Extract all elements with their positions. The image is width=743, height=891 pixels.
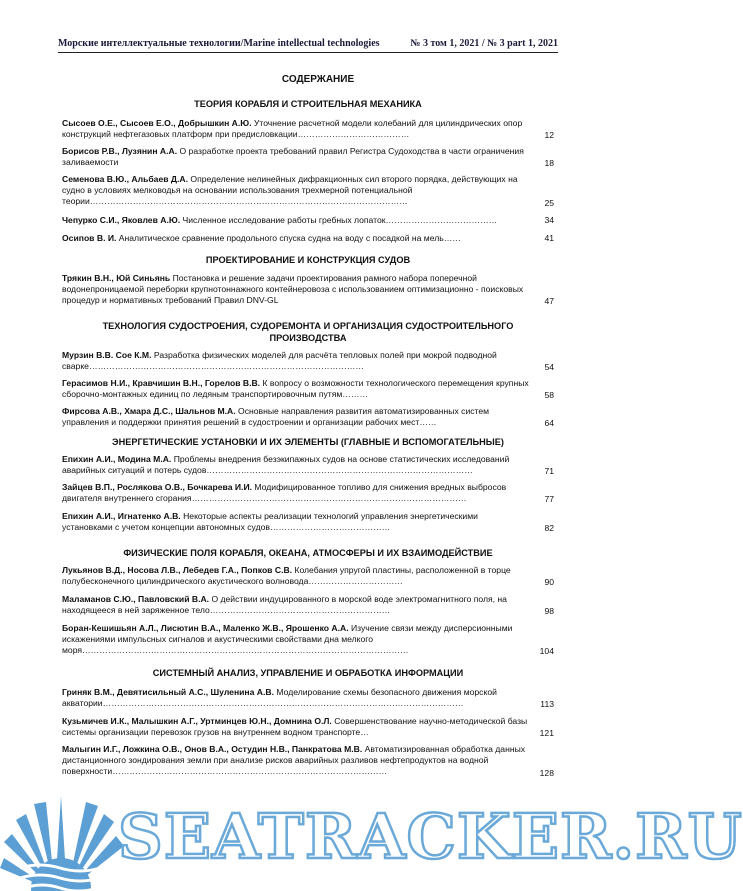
entry-page: 18 <box>544 158 554 168</box>
entry-authors: Маламанов С.Ю., Павловский В.А. <box>62 594 210 604</box>
toc-entry[interactable] <box>62 146 530 168</box>
entry-title: Определение нелинейных дифракционных сил второго порядка, действующих на судно в условиях мелководья на основании использования трехмерной потенциальной теории <box>62 174 518 207</box>
entry-title: О разработке проекта требований правил Регистра Судоходства в части ограничения заливаемости <box>62 146 524 168</box>
entry-authors: Малыгин И.Г., Ложкина О.В., Онов В.А., Остудин Н.В., Панкратова М.В. <box>62 744 363 754</box>
entry-authors: Фирсова А.В., Хмара Д.С., Шальнов М.А. <box>62 406 236 416</box>
entry-page: 104 <box>539 646 554 656</box>
entry-title: Модифицированное топливо для снижения вредных выбросов двигателя внутреннего сгорания <box>62 482 507 504</box>
toc-entry[interactable]: Епихин А.И., Модина М.А. Проблемы внедрения безэкипажных судов на основе статистических исследований аварийных ситуаций и потерь судов………………………………………………………………………………… <box>62 454 510 476</box>
toc-entry[interactable]: Лукьянов В.Д., Носова Л.В., Лебедев Г.А., Попков С.В. Колебания упругой пластины, расположенной в торце полубесконечного цилиндрического акустического волновода…………………………… <box>62 565 511 587</box>
entry-page: 98 <box>544 606 554 616</box>
entry-authors: Борисов Р.В., Лузянин А.А. <box>62 146 178 156</box>
toc-entry[interactable]: Кузьмичев И.К., Малышкин А.Г., Уртминцев Ю.Н., Домнина О.Л. Совершенствование научно-методической базы системы организации перевозок грузов на внутреннем водном транспорте… <box>62 716 528 738</box>
entry-page: 77 <box>544 494 554 504</box>
entry-authors: Сысоев О.Е., Сысоев Е.О., Добрышкин А.Ю. <box>62 118 252 128</box>
entry-title: Постановка и решение задачи проектирования рамного набора поперечной водонепроницаемой переборки крупнотоннажного контейнеровоза с использованием оптимизационно - поисковых процедур и нормативных требований Правил DNV-GL <box>62 273 524 306</box>
toc-entry[interactable]: Мурзин В.В. Сое К.М. Разработка физических моделей для расчёта тепловых полей при мокрой подводной сварке…………………………………………………………………………………… <box>62 350 497 372</box>
entry-title: Совершенствование научно-методической базы системы организации перевозок грузов на внутреннем водном транспорте <box>62 716 528 738</box>
section-heading: ТЕОРИЯ КОРАБЛЯ И СТРОИТЕЛЬНАЯ МЕХАНИКА <box>194 99 422 109</box>
watermark-text: SEATRACKER.RU <box>118 800 743 873</box>
entry-authors: Епихин А.И., Игнатенко А.В. <box>62 511 181 521</box>
toc-entry[interactable]: Чепурко С.И., Яковлев А.Ю. Численное исследование работы гребных лопаток………………………………… <box>62 215 498 225</box>
entry-title: Изучение связи между дисперсионными искажениями импульсных сигналов и акустическими свойствами дна мелкого моря <box>62 623 513 656</box>
entry-title: К вопросу о возможности технологического перемещения крупных сборочно-монтажных единиц по ледяным транспортировочным путям <box>62 378 529 400</box>
entry-page: 12 <box>544 130 554 140</box>
section-heading: СИСТЕМНЫЙ АНАЛИЗ, УПРАВЛЕНИЕ И ОБРАБОТКА ИНФОРМАЦИИ <box>152 668 464 678</box>
entry-title: Моделирование схемы безопасного движения морской акватории <box>62 687 497 709</box>
section-heading <box>58 320 558 344</box>
entry-authors: Зайцев В.П., Рослякова О.В., Бочкарева И.И. <box>62 482 253 492</box>
entry-page: 90 <box>544 577 554 587</box>
entry-title: Основные направления развития автоматизированных систем управления и поддержки принятия решений в судостроении и организации рабочих мест <box>62 406 490 428</box>
entry-page: 41 <box>544 233 554 243</box>
entry-page: 25 <box>544 198 554 208</box>
watermark <box>0 776 743 891</box>
entry-authors: Мурзин В.В. Сое К.М. <box>62 350 152 360</box>
entry-authors: Боран-Кешишьян А.Л., Лисютин В.А., Маленко Ж.В., Ярошенко А.А. <box>62 623 349 633</box>
entry-title: Некоторые аспекты реализации технологий управления энергетическими установками с учетом концепции автономных судов <box>62 511 478 533</box>
page-title: СОДЕРЖАНИЕ <box>281 74 355 85</box>
toc-entry[interactable]: Гриняк В.М., Девятисильный А.С., Шуленина А.В. Моделирование схемы безопасного движения морской акватории……………………………………………………………………………………………………………… <box>62 687 497 709</box>
entry-page: 128 <box>539 768 554 778</box>
toc-entry[interactable]: Епихин А.И., Игнатенко А.В. Некоторые аспекты реализации технологий управления энергетическими установками с учетом концепции автономных судов…………………………………… <box>62 511 478 533</box>
header-rule <box>58 52 558 53</box>
entry-title: Уточнение расчетной модели колебаний для цилиндрических опор конструкций нефтегазовых платформ при предисловкации <box>62 118 523 140</box>
toc-entry[interactable]: Сысоев О.Е., Сысоев Е.О., Добрышкин А.Ю. Уточнение расчетной модели колебаний для цилиндрических опор конструкций нефтегазовых платформ при предисловкации………………………………… <box>62 118 523 140</box>
entry-title: О действии индуцированного в морской воде электромагнитного поля, на находящееся в ней заряженное тело <box>62 594 507 616</box>
sun-rays-icon <box>0 776 130 891</box>
entry-title: Численное исследование работы гребных лопаток <box>182 215 386 225</box>
section-heading: ФИЗИЧЕСКИЕ ПОЛЯ КОРАБЛЯ, ОКЕАНА, АТМОСФЕРЫ И ИХ ВЗАИМОДЕЙСТВИЕ <box>123 548 493 558</box>
toc-entry[interactable] <box>62 273 530 307</box>
entry-page: 121 <box>539 728 554 738</box>
entry-authors: Осипов В. И. <box>62 233 117 243</box>
entry-title: Разработка физических моделей для расчёта тепловых полей при мокрой подводной сварке <box>62 350 497 372</box>
entry-page: 54 <box>544 362 554 372</box>
entry-authors: Трякин В.Н., Юй Синьянь <box>62 273 171 283</box>
entry-title: Автоматизированная обработка данных дистанционного зондирования земли при анализе рисков аварийных разливов нефтепродуктов на водной поверхности <box>62 744 526 777</box>
entry-page: 71 <box>544 466 554 476</box>
section-heading: ПРОЕКТИРОВАНИЕ И КОНСТРУКЦИЯ СУДОВ <box>205 255 411 265</box>
entry-page: 113 <box>540 699 554 709</box>
entry-title: Колебания упругой пластины, расположенной в торце полубесконечного цилиндрического акустического волновода <box>62 565 511 587</box>
toc-entry[interactable]: Герасимов Н.И., Кравчишин В.Н., Горелов В.В. К вопросу о возможности технологического перемещения крупных сборочно-монтажных единиц по ледяным транспортировочным путям……… <box>62 378 529 400</box>
journal-header <box>58 38 558 49</box>
toc-entry[interactable]: Малыгин И.Г., Ложкина О.В., Онов В.А., Остудин Н.В., Панкратова М.В. Автоматизированная обработка данных дистанционного зондирования земли при анализе рисков аварийных разливов нефтепродуктов на водной поверхности…………………………………………………………………………………… <box>62 744 526 777</box>
section-heading-line: ТЕХНОЛОГИЯ СУДОСТРОЕНИЯ, СУДОРЕМОНТА И ОРГАНИЗАЦИЯ СУДОСТРОИТЕЛЬНОГО <box>102 321 514 331</box>
toc-entry[interactable]: Фирсова А.В., Хмара Д.С., Шальнов М.А. Основные направления развития автоматизированных систем управления и поддержки принятия решений в судостроении и организации рабочих мест…… <box>62 406 490 428</box>
entry-page: 58 <box>544 390 554 400</box>
section-heading-line: ПРОИЗВОДСТВА <box>269 333 347 343</box>
entry-authors: Кузьмичев И.К., Малышкин А.Г., Уртминцев Ю.Н., Домнина О.Л. <box>62 716 332 726</box>
toc-entry[interactable]: Зайцев В.П., Рослякова О.В., Бочкарева И.И. Модифицированное топливо для снижения вредных выбросов двигателя внутреннего сгорания…………………………………………………………………………………… <box>62 482 507 504</box>
entry-page: 82 <box>544 523 554 533</box>
toc-entry[interactable]: Семенова В.Ю., Альбаев Д.А. Определение нелинейных дифракционных сил второго порядка, действующих на судно в условиях мелководья на основании использования трехмерной потенциальной теории………………………………………………………………………………………………… <box>62 174 518 207</box>
entry-page: 64 <box>544 418 554 428</box>
toc-entry[interactable]: Маламанов С.Ю., Павловский В.А. О действии индуцированного в морской воде электромагнитного поля, на находящееся в ней заряженное тело……………………………………………………… <box>62 594 507 616</box>
entry-title: Проблемы внедрения безэкипажных судов на основе статистических исследований аварийных ситуаций и потерь судов <box>62 454 510 476</box>
entry-authors: Чепурко С.И., Яковлев А.Ю. <box>62 215 181 225</box>
entry-authors: Лукьянов В.Д., Носова Л.В., Лебедев Г.А., Попков С.В. <box>62 565 293 575</box>
entry-authors: Семенова В.Ю., Альбаев Д.А. <box>62 174 188 184</box>
journal-title: Морские интеллектуальные технологии/Marine intellectual technologies <box>58 38 380 49</box>
entry-authors: Гриняк В.М., Девятисильный А.С., Шуленина А.В. <box>62 687 274 697</box>
entry-title: Аналитическое сравнение продольного спуска судна на воду с посадкой на мель <box>118 233 444 243</box>
issue-number: № 3 том 1, 2021 / № 3 part 1, 2021 <box>410 38 558 49</box>
section-heading: ЭНЕРГЕТИЧЕСКИЕ УСТАНОВКИ И ИХ ЭЛЕМЕНТЫ (ГЛАВНЫЕ И ВСПОМОГАТЕЛЬНЫЕ) <box>112 437 504 447</box>
entry-page: 47 <box>544 296 554 306</box>
toc-entry[interactable]: Осипов В. И. Аналитическое сравнение продольного спуска судна на воду с посадкой на мель…… <box>62 233 461 243</box>
entry-page: 34 <box>544 215 554 225</box>
toc-entry[interactable]: Боран-Кешишьян А.Л., Лисютин В.А., Маленко Ж.В., Ярошенко А.А. Изучение связи между дисперсионными искажениями импульсных сигналов и акустическими свойствами дна мелкого моря…………………………………………………………………………………………………… <box>62 623 513 656</box>
entry-authors: Герасимов Н.И., Кравчишин В.Н., Горелов В.В. <box>62 378 261 388</box>
entry-authors: Епихин А.И., Модина М.А. <box>62 454 172 464</box>
